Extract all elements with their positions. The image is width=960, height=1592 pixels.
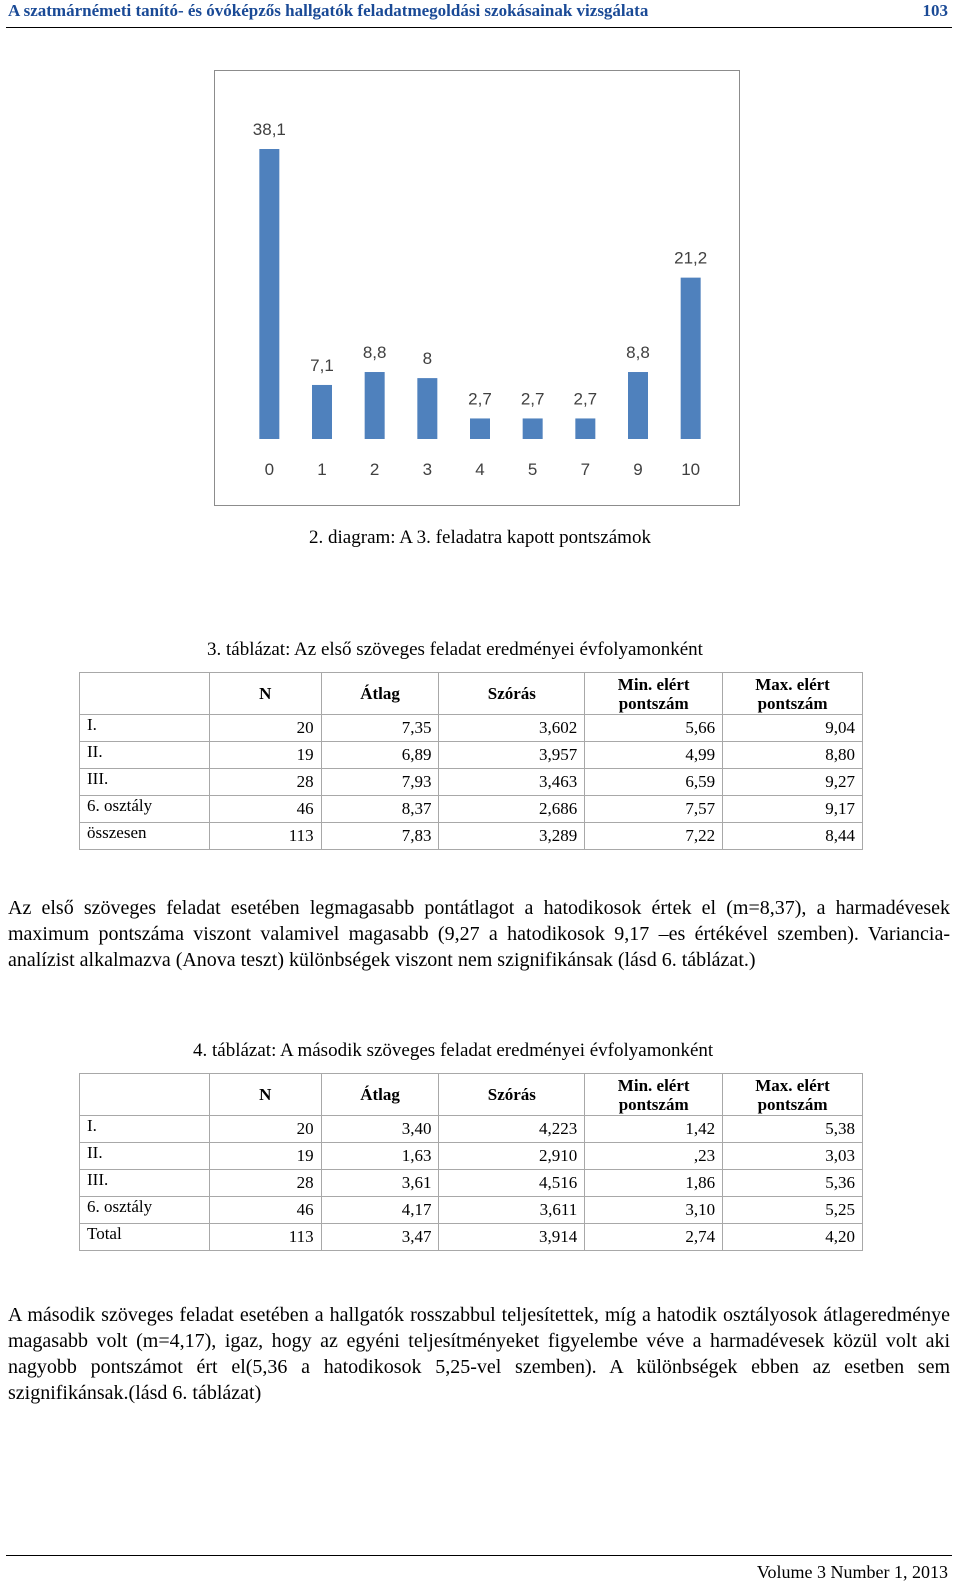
table4-column-header-line: Szórás: [487, 1085, 536, 1104]
x-tick-label: 5: [527, 460, 538, 479]
table-cell: 3,602: [439, 715, 585, 742]
diagram-caption: 2. diagram: A 3. feladatra kapott pontszámok: [309, 527, 651, 548]
bar-3: [417, 378, 437, 439]
table-cell: 9,17: [723, 796, 863, 823]
running-title: A szatmárnémeti tanító- és óvóképzős hallgatók feladatmegoldási szokásainak vizsgálata: [8, 1, 649, 20]
row-label: II.: [80, 1143, 210, 1170]
volume-info: Volume 3 Number 1, 2013: [756, 1562, 948, 1582]
table-cell: 3,914: [439, 1224, 585, 1251]
table-cell: 3,61: [321, 1170, 439, 1197]
table-cell: 19: [209, 742, 321, 769]
table3-header-row: [80, 673, 863, 715]
table-cell: 5,66: [585, 715, 723, 742]
bar-10: [681, 278, 701, 439]
x-tick-label: 3: [422, 460, 433, 479]
table4-caption: 4. táblázat: A második szöveges feladat eredményei évfolyamonként: [193, 1040, 714, 1061]
table4-column-header-line: N: [259, 1085, 272, 1104]
table-row: [80, 1197, 863, 1224]
bar-4: [470, 418, 490, 439]
x-tick-label: 1: [317, 460, 327, 479]
table-cell: 5,38: [723, 1116, 863, 1143]
table-cell: 4,20: [723, 1224, 863, 1251]
table3-column-header-line: Max. elért: [755, 674, 830, 694]
table-row: [80, 1170, 863, 1197]
table-cell: 7,22: [585, 823, 723, 850]
table-cell: 2,74: [585, 1224, 723, 1251]
table-row: [80, 742, 863, 769]
row-label: 6. osztály: [80, 1197, 210, 1224]
table3-column-header-line: Szórás: [487, 684, 536, 703]
x-tick-label: 9: [633, 460, 643, 479]
table-cell: 6,89: [321, 742, 439, 769]
row-label: II.: [80, 742, 210, 769]
table-cell: 3,463: [439, 769, 585, 796]
table-cell: 2,910: [439, 1143, 585, 1170]
table-row: [80, 823, 863, 850]
table-cell: 3,40: [321, 1116, 439, 1143]
table-cell: 113: [209, 1224, 321, 1251]
table3-column-header-line: pontszám: [757, 693, 828, 713]
table-cell: 5,36: [723, 1170, 863, 1197]
table3-column-header: [439, 673, 585, 715]
table4-column-header: [439, 1074, 585, 1116]
table3-corner-cell: [80, 673, 210, 715]
table-row: [80, 769, 863, 796]
table-cell: 4,223: [439, 1116, 585, 1143]
bar-0: [259, 149, 279, 439]
data-label: 2,7: [573, 389, 598, 409]
table-cell: 7,35: [321, 715, 439, 742]
paragraph-1: Az első szöveges feladat esetében legmagasabb pontátlagot a hatodikosok értek el (m=8,37), a harmadévesek maximum pontszáma viszont valamivel magasabb (9,27 a hatodikosok 9,17 –es értékével szemben). Variancia-analízist alkalmazva (Anova teszt) különbségek viszont nem szignifikánsak (lásd 6. táblázat.): [8, 897, 950, 971]
table4: [79, 1073, 863, 1251]
row-label: III.: [80, 769, 210, 796]
table-cell: 4,99: [585, 742, 723, 769]
data-label: 21,2: [674, 248, 708, 268]
data-label: 7,1: [310, 355, 334, 375]
table-cell: 3,289: [439, 823, 585, 850]
table4-column-header: [585, 1074, 723, 1116]
table-cell: 6,59: [585, 769, 723, 796]
table4-header-row: [80, 1074, 863, 1116]
table-cell: 7,57: [585, 796, 723, 823]
bar-2: [365, 372, 385, 439]
page-number: 103: [922, 1, 948, 20]
table-cell: 2,686: [439, 796, 585, 823]
table4-column-header-line: pontszám: [757, 1094, 828, 1114]
table4-column-header: [723, 1074, 863, 1116]
paragraph-2: A második szöveges feladat esetében a hallgatók rosszabbul teljesítettek, míg a hatodik osztályosok átlageredménye magasabb volt (m=4,17), igaz, hogy az egyéni teljesítményeket figyelembe véve a harmadévesek közül volt aki nagyobb pontszámot ért el(5,36 a hatodikosok 5,25-vel szemben). A különbségek ebben az esetben sem szignifikánsak.(lásd 6. táblázat): [8, 1304, 950, 1404]
row-label: Total: [80, 1224, 210, 1251]
table-cell: 46: [209, 1197, 321, 1224]
table3-column-header: [585, 673, 723, 715]
table-cell: 1,86: [585, 1170, 723, 1197]
table-row: [80, 1224, 863, 1251]
table-cell: 4,516: [439, 1170, 585, 1197]
table-cell: 1,63: [321, 1143, 439, 1170]
table3-caption: 3. táblázat: Az első szöveges feladat eredményei évfolyamonként: [207, 639, 703, 660]
table-cell: ,23: [585, 1143, 723, 1170]
bar-5: [523, 418, 543, 439]
table-cell: 3,03: [723, 1143, 863, 1170]
table-cell: 4,17: [321, 1197, 439, 1224]
row-label: I.: [80, 1116, 210, 1143]
table-cell: 7,93: [321, 769, 439, 796]
data-label: 8,8: [362, 343, 387, 363]
table3-column-header-line: Min. elért: [617, 674, 690, 694]
table-cell: 113: [209, 823, 321, 850]
table3-column-header-line: N: [259, 684, 272, 703]
row-label: I.: [80, 715, 210, 742]
table-row: [80, 1143, 863, 1170]
table-cell: 3,47: [321, 1224, 439, 1251]
table3-column-header: [723, 673, 863, 715]
table-row: [80, 796, 863, 823]
table3-column-header: [321, 673, 439, 715]
bar-9: [628, 372, 648, 439]
bar-chart-svg: [215, 71, 741, 507]
data-label: 2,7: [468, 389, 492, 409]
table-cell: 46: [209, 796, 321, 823]
row-label: összesen: [80, 823, 210, 850]
table-cell: 8,80: [723, 742, 863, 769]
page-header: [6, 0, 952, 28]
table-cell: 28: [209, 769, 321, 796]
data-label: 8: [422, 349, 433, 369]
page-footer: [6, 1555, 952, 1582]
table4-column-header: [321, 1074, 439, 1116]
bar-chart: [214, 70, 740, 506]
x-tick-label: 10: [681, 460, 701, 479]
data-label: 2,7: [520, 389, 545, 409]
table-cell: 8,44: [723, 823, 863, 850]
table4-column-header: [209, 1074, 321, 1116]
table-cell: 20: [209, 715, 321, 742]
table-cell: 5,25: [723, 1197, 863, 1224]
bar-1: [312, 385, 332, 439]
table4-corner-cell: [80, 1074, 210, 1116]
table-cell: 8,37: [321, 796, 439, 823]
table-cell: 28: [209, 1170, 321, 1197]
table3-column-header-line: Átlag: [360, 684, 400, 703]
table-row: [80, 715, 863, 742]
data-label: 38,1: [252, 120, 286, 139]
table3-column-header: [209, 673, 321, 715]
table-cell: 9,27: [723, 769, 863, 796]
table-cell: 19: [209, 1143, 321, 1170]
table-cell: 3,957: [439, 742, 585, 769]
table-cell: 20: [209, 1116, 321, 1143]
table4-column-header-line: Max. elért: [755, 1075, 830, 1095]
x-tick-label: 2: [369, 460, 380, 479]
table-cell: 3,611: [439, 1197, 585, 1224]
x-tick-label: 4: [475, 460, 485, 479]
data-label: 8,8: [626, 343, 650, 363]
table-cell: 7,83: [321, 823, 439, 850]
x-tick-label: 7: [580, 460, 591, 479]
table-cell: 1,42: [585, 1116, 723, 1143]
row-label: III.: [80, 1170, 210, 1197]
bar-7: [575, 418, 595, 439]
table3-column-header-line: pontszám: [618, 693, 689, 713]
table-cell: 9,04: [723, 715, 863, 742]
table-cell: 3,10: [585, 1197, 723, 1224]
x-tick-label: 0: [264, 460, 275, 479]
table4-column-header-line: Átlag: [360, 1085, 400, 1104]
table4-column-header-line: Min. elért: [617, 1075, 690, 1095]
row-label: 6. osztály: [80, 796, 210, 823]
table4-column-header-line: pontszám: [618, 1094, 689, 1114]
table3: [79, 672, 863, 850]
table-row: [80, 1116, 863, 1143]
